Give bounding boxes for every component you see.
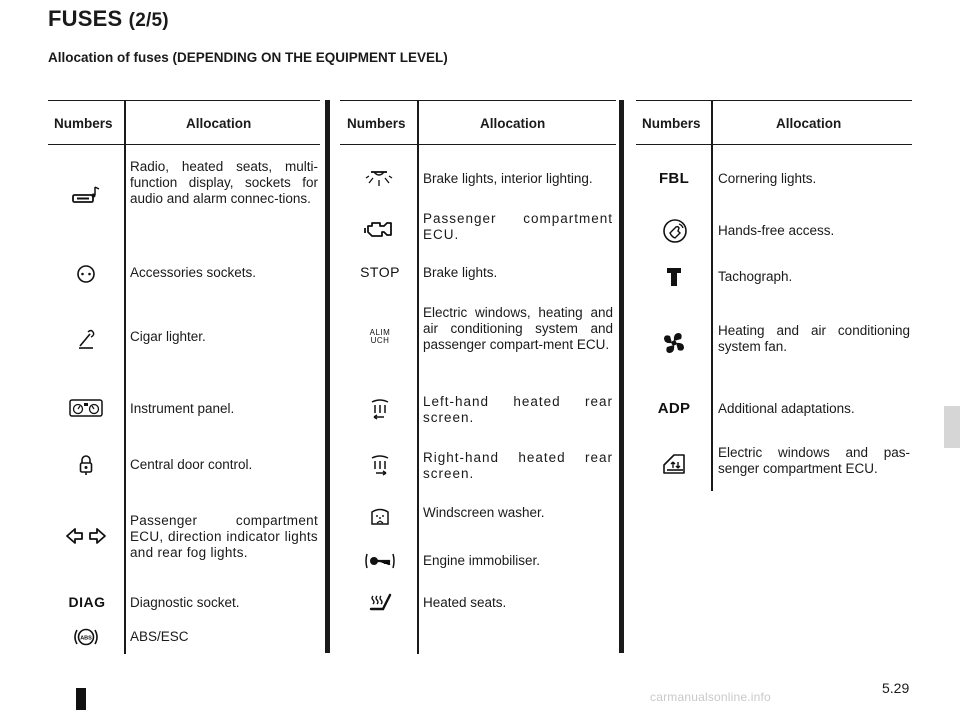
- left-heated-rear-screen-icon: [368, 397, 392, 423]
- adp-icon: [650, 397, 698, 419]
- allocation-text: Electric windows and pas-senger compartment ECU.: [718, 445, 910, 476]
- allocation-text: Tachograph.: [718, 269, 793, 284]
- hands-free-access-icon: [660, 217, 690, 245]
- alim-uch-icon: [366, 327, 394, 347]
- page-title-part: (2/5): [128, 10, 169, 31]
- table-row: [340, 546, 616, 576]
- column-separator: [325, 100, 330, 653]
- table-row: [48, 623, 320, 651]
- adp-icon-text: ADP: [657, 399, 691, 417]
- table-row: [340, 209, 616, 249]
- interior-light-icon: [364, 165, 394, 191]
- allocation-text: Radio, heated seats, multi-function display, sockets for audio and alarm connec-tions.: [130, 159, 318, 206]
- stop-icon-text: STOP: [360, 264, 400, 280]
- electric-window-icon: [660, 451, 688, 477]
- heated-seat-icon: [366, 591, 394, 615]
- fan-icon: [662, 331, 686, 355]
- table-row: [48, 393, 320, 423]
- column-separator: [619, 100, 624, 653]
- allocation-text: Instrument panel.: [130, 401, 235, 416]
- allocation-header: Allocation: [776, 116, 842, 131]
- fuse-table-column-1: [48, 100, 320, 654]
- engine-ecu-icon: [362, 217, 396, 241]
- fbl-icon-text: FBL: [658, 169, 690, 187]
- table-row: [48, 509, 320, 564]
- page-number: 5.29: [882, 680, 910, 696]
- fbl-icon: [650, 167, 698, 189]
- table-row: [340, 259, 616, 287]
- allocation-text: Cornering lights.: [718, 171, 817, 186]
- allocation-text: Passenger compartment ECU.: [423, 211, 613, 242]
- table-row: [340, 501, 616, 531]
- table-row: [636, 321, 912, 361]
- table-header: [340, 101, 616, 145]
- allocation-text: Diagnostic socket.: [130, 595, 240, 610]
- tachograph-icon: [664, 265, 684, 289]
- radio-icon: [66, 184, 106, 206]
- allocation-text: Passenger compartment ECU, direction indicator lights and rear fog lights.: [130, 513, 318, 560]
- table-row: [636, 393, 912, 423]
- windscreen-washer-icon: [368, 505, 392, 529]
- page-title-text: FUSES: [48, 6, 123, 31]
- table-row: [48, 323, 320, 353]
- allocation-text: Brake lights.: [423, 265, 498, 280]
- cigar-lighter-icon: [74, 327, 98, 351]
- accessory-socket-icon: [74, 263, 98, 285]
- numbers-header: Numbers: [642, 116, 701, 131]
- diag-icon-text: DIAG: [68, 594, 106, 610]
- numbers-header: Numbers: [54, 116, 113, 131]
- table-row: [48, 449, 320, 479]
- allocation-text: ABS/ESC: [130, 629, 189, 644]
- table-row: [48, 589, 320, 617]
- allocation-text: Heating and air conditioning system fan.: [718, 323, 910, 354]
- alim-label: ALIM: [369, 328, 391, 337]
- page-title: [48, 6, 169, 32]
- numbers-header: Numbers: [347, 116, 406, 131]
- allocation-text: Hands-free access.: [718, 223, 835, 238]
- allocation-text: Right-hand heated rear screen.: [423, 450, 613, 481]
- table-header: [636, 101, 912, 145]
- column-divider: [711, 101, 713, 491]
- allocation-text: Accessories sockets.: [130, 265, 257, 280]
- table-row: [340, 303, 616, 378]
- central-door-lock-icon: [76, 453, 96, 477]
- table-row: [636, 163, 912, 193]
- table-row: [340, 447, 616, 487]
- table-row: [340, 163, 616, 193]
- allocation-text: Cigar lighter.: [130, 329, 206, 344]
- table-row: [636, 263, 912, 293]
- table-row: [340, 391, 616, 431]
- direction-indicator-icon: [64, 525, 108, 547]
- uch-label: UCH: [370, 336, 390, 345]
- table-header: [48, 101, 320, 145]
- chapter-tab: [944, 406, 960, 448]
- allocation-text: Additional adaptations.: [718, 401, 855, 416]
- engine-immobiliser-icon: [362, 550, 398, 572]
- corner-mark: [76, 688, 86, 710]
- table-row: [636, 443, 912, 483]
- table-row: [48, 156, 320, 236]
- table-row: [48, 259, 320, 289]
- allocation-text: Electric windows, heating and air conditioning system and passenger compart-ment ECU.: [423, 305, 613, 352]
- allocation-text: Heated seats.: [423, 595, 507, 610]
- fuse-table-column-3: [636, 100, 912, 491]
- diag-icon: [62, 591, 112, 613]
- allocation-header: Allocation: [186, 116, 252, 131]
- allocation-header: Allocation: [480, 116, 546, 131]
- stop-icon: [358, 261, 402, 283]
- allocation-text: Windscreen washer.: [423, 505, 545, 520]
- fuse-table-column-2: [340, 100, 616, 654]
- allocation-text: Brake lights, interior lighting.: [423, 171, 593, 186]
- allocation-text: Engine immobiliser.: [423, 553, 541, 568]
- instrument-panel-icon: [68, 398, 104, 418]
- abs-icon-text: ABS: [80, 635, 92, 642]
- allocation-text: Left-hand heated rear screen.: [423, 394, 613, 425]
- watermark: carmanualsonline.info: [650, 690, 771, 704]
- right-heated-rear-screen-icon: [368, 453, 392, 479]
- table-row: [636, 213, 912, 249]
- table-row: [340, 589, 616, 617]
- abs-icon: [72, 625, 100, 649]
- allocation-text: Central door control.: [130, 457, 253, 472]
- page-subtitle: Allocation of fuses (DEPENDING ON THE EQUIPMENT LEVEL): [48, 50, 448, 65]
